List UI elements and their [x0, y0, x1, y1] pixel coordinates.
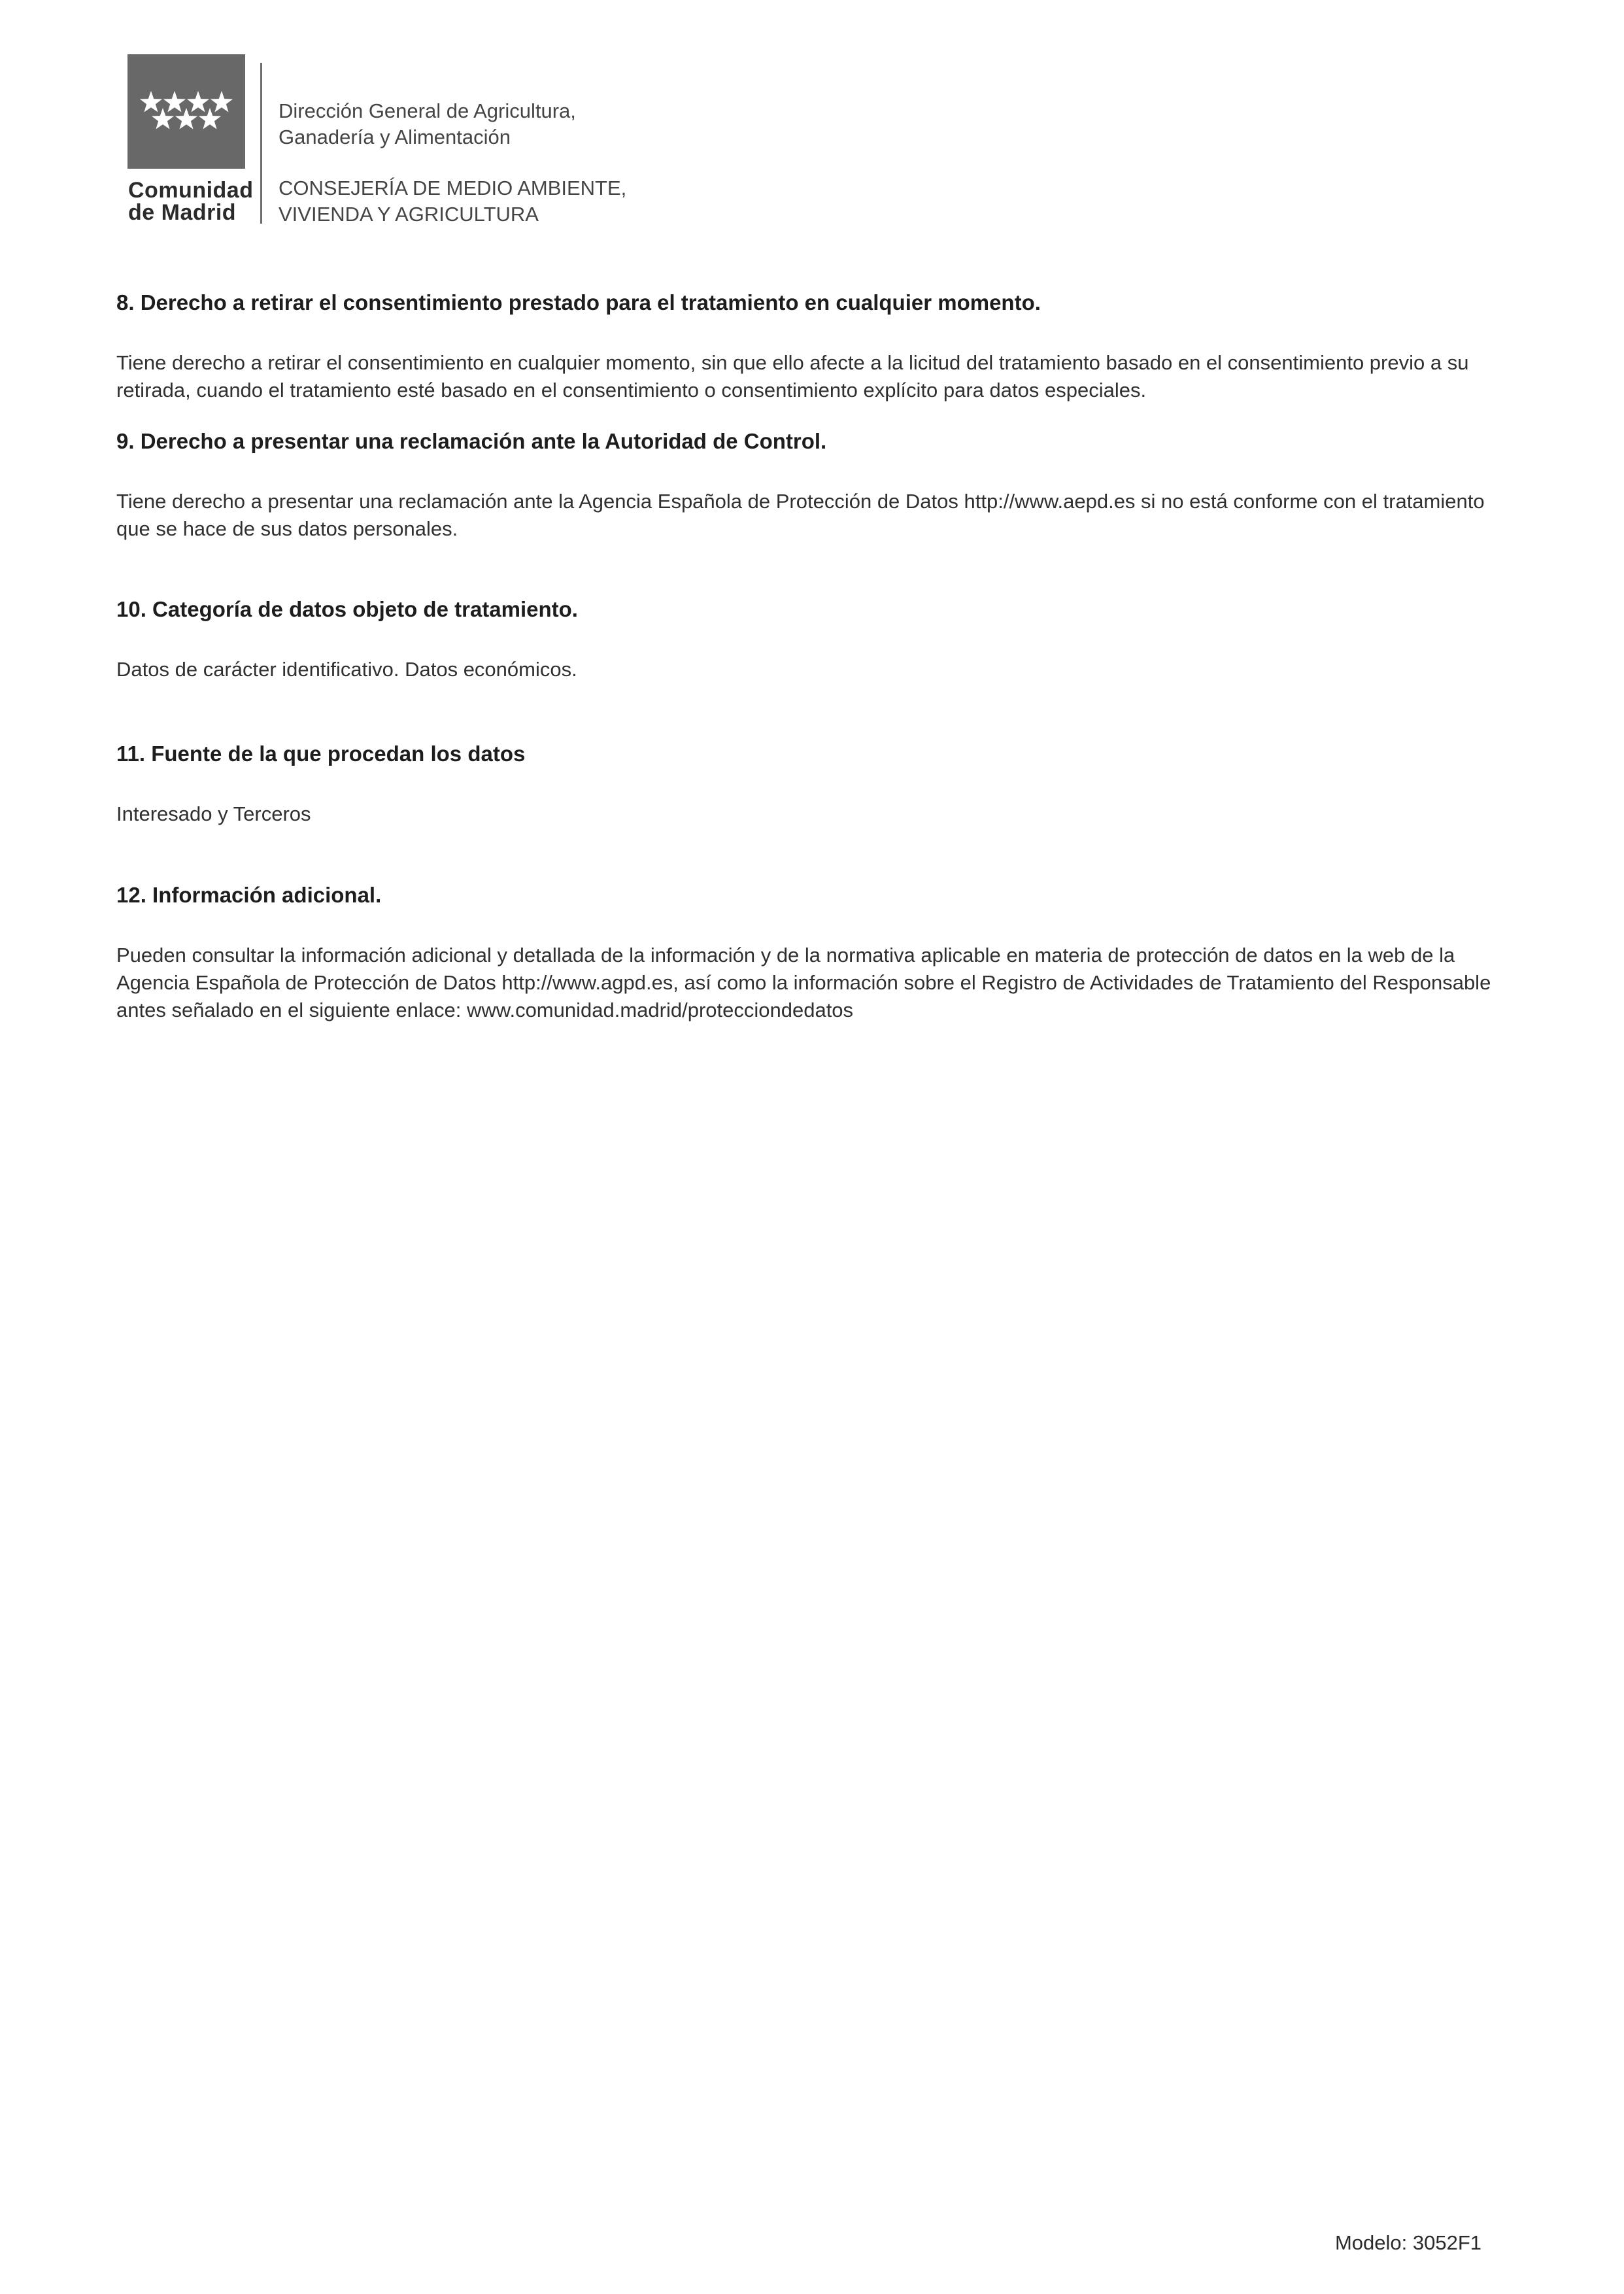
header-divider: [260, 63, 262, 224]
section-10-categoria-datos: [116, 597, 1506, 683]
dg-line1: Dirección General de Agricultura,: [279, 99, 576, 122]
department-block: [279, 98, 626, 228]
section-heading: 12. Información adicional.: [116, 883, 382, 907]
section-body: Pueden consultar la información adicional y detallada de la información y de la normativa aplicable en materia de protección de datos en la web de la Agencia Española de Protección de Datos http://www.agpd.es, así como la información sobre el Registro de Actividades de Tratamiento del Responsable antes señalado en el siguiente enlace: www.comunidad.madrid/protecciondedatos: [116, 944, 1491, 1021]
direccion-general-title: [279, 98, 626, 150]
star-icon: [152, 108, 174, 129]
section-body: Interesado y Terceros: [116, 802, 311, 825]
consejeria-title: [279, 175, 626, 228]
section-body: Tiene derecho a presentar una reclamación ante la Agencia Española de Protección de Datos http://www.aepd.es si no está conforme con el tratamiento que se hace de sus datos personales.: [116, 490, 1485, 540]
star-icon: [163, 91, 186, 112]
star-icon: [187, 91, 209, 112]
section-heading: 11. Fuente de la que procedan los datos: [116, 742, 526, 766]
section-body: Tiene derecho a retirar el consentimiento en cualquier momento, sin que ello afecte a la licitud del tratamiento basado en el consentimiento previo a su retirada, cuando el tratamiento esté basado en el consentimiento o consentimiento explícito para datos especiales.: [116, 351, 1469, 402]
section-heading: 8. Derecho a retirar el consentimiento prestado para el tratamiento en cualquier momento.: [116, 290, 1041, 315]
star-icon: [211, 91, 233, 112]
section-11-fuente-datos: [116, 742, 1506, 828]
consejeria-line1: CONSEJERÍA DE MEDIO AMBIENTE,: [279, 177, 627, 199]
page-footer: [1335, 2231, 1481, 2255]
comunidad-madrid-flag-logo: [127, 54, 245, 169]
section-8-derecho-retirar-consentimiento: [116, 290, 1506, 404]
section-12-informacion-adicional: [116, 883, 1506, 1024]
logo-org-name: [128, 179, 253, 224]
consejeria-line2: VIVIENDA Y AGRICULTURA: [279, 203, 539, 226]
logo-name-line2: de Madrid: [128, 200, 237, 225]
star-icon: [175, 108, 197, 129]
star-icon: [199, 108, 221, 129]
section-heading: 9. Derecho a presentar una reclamación ante la Autoridad de Control.: [116, 429, 827, 453]
model-number-label: Modelo: 3052F1: [1334, 2231, 1481, 2254]
section-heading: 10. Categoría de datos objeto de tratamiento.: [116, 597, 578, 621]
flag-stars-icon: [127, 54, 245, 169]
logo-name-line1: Comunidad: [128, 178, 254, 203]
section-body: Datos de carácter identificativo. Datos económicos.: [116, 658, 577, 681]
dg-line2: Ganadería y Alimentación: [279, 126, 511, 148]
star-icon: [140, 91, 162, 112]
document-body: [116, 290, 1506, 1024]
section-9-derecho-reclamacion: [116, 429, 1506, 543]
